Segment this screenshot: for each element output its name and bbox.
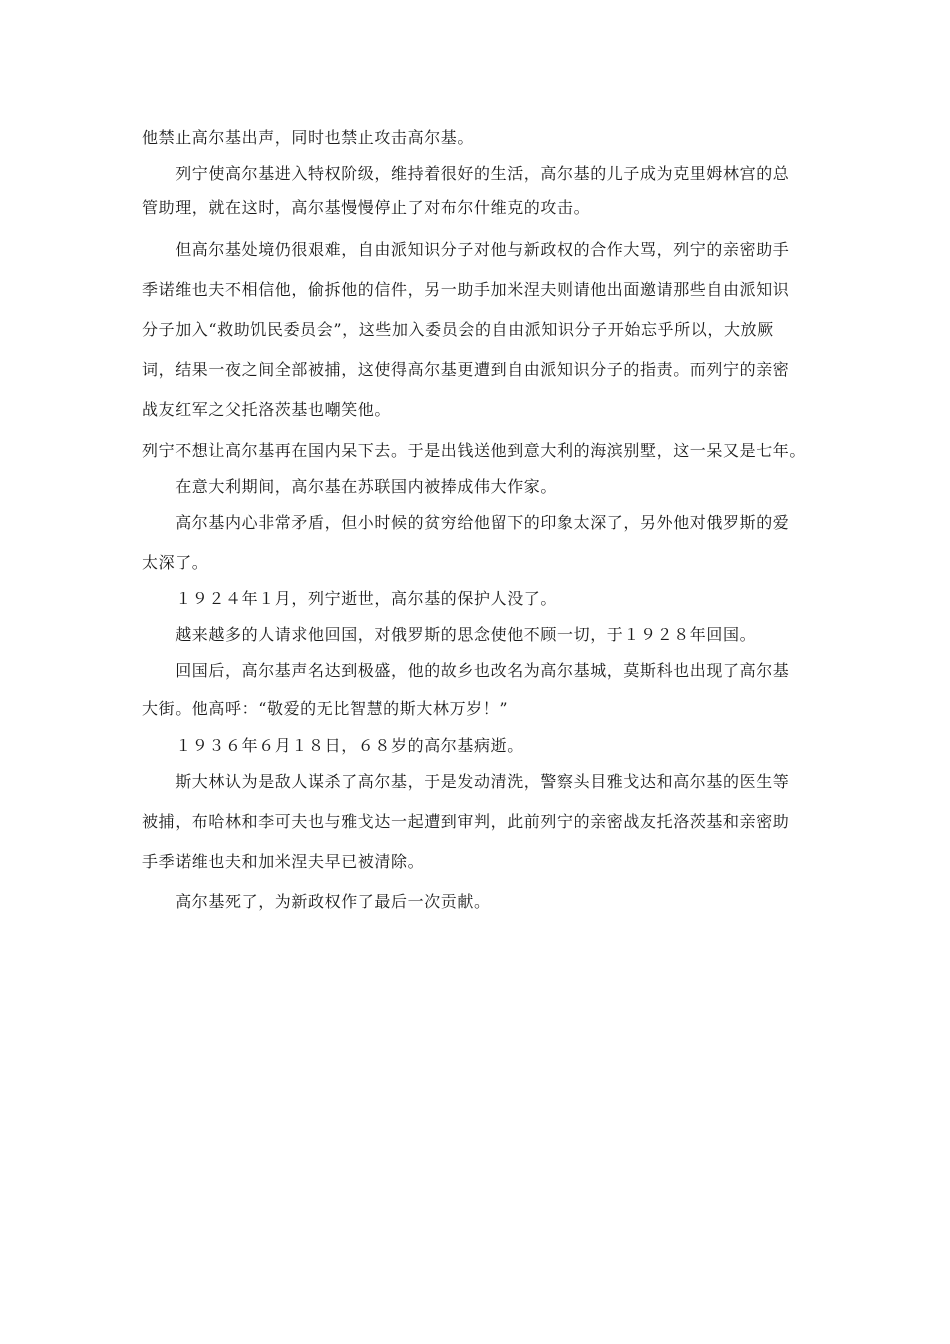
text-line: 回国后，高尔基声名达到极盛，他的故乡也改名为高尔基城，莫斯科也出现了高尔基 <box>142 661 790 680</box>
text-line: 太深了。 <box>142 553 209 572</box>
paragraph-5 <box>142 470 810 504</box>
text-line: 高尔基内心非常矛盾，但小时候的贫穷给他留下的印象太深了，另外他对俄罗斯的爱 <box>142 513 790 532</box>
paragraph-4 <box>142 434 810 468</box>
paragraph-3 <box>142 233 810 427</box>
text-line: 列宁不想让高尔基再在国内呆下去。于是出钱送他到意大利的海滨别墅，这一呆又是七年。 <box>142 441 807 460</box>
text-line: 他禁止高尔基出声，同时也禁止攻击高尔基。 <box>142 128 475 147</box>
text-line: 斯大林认为是敌人谋杀了高尔基，于是发动清洗，警察头目雅戈达和高尔基的医生等 <box>142 772 790 791</box>
text-line: 被捕，布哈林和李可夫也与雅戈达一起遭到审判，此前列宁的亲密战友托洛茨基和亲密助 <box>142 812 790 831</box>
text-line: 手季诺维也夫和加米涅夫早已被清除。 <box>142 852 425 871</box>
text-line: 管助理，就在这时，高尔基慢慢停止了对布尔什维克的攻击。 <box>142 198 591 217</box>
text-line: 分子加入“救助饥民委员会”，这些加入委员会的自由派知识分子开始忘乎所以，大放厥 <box>142 320 774 339</box>
paragraph-12 <box>142 885 810 919</box>
paragraph-8 <box>142 618 810 652</box>
paragraph-11 <box>142 765 810 879</box>
paragraph-10 <box>142 729 810 763</box>
text-line: 越来越多的人请求他回国，对俄罗斯的思念使他不顾一切，于１９２８年回国。 <box>142 625 757 644</box>
text-line: 列宁使高尔基进入特权阶级，维持着很好的生活，高尔基的儿子成为克里姆林宫的总 <box>142 164 790 183</box>
paragraph-9 <box>142 654 810 726</box>
paragraph-7 <box>142 582 810 616</box>
text-line: １９２４年１月，列宁逝世，高尔基的保护人没了。 <box>142 589 558 608</box>
text-line: １９３６年６月１８日，６８岁的高尔基病逝。 <box>142 736 524 755</box>
paragraph-2 <box>142 157 810 225</box>
text-line: 词，结果一夜之间全部被捕，这使得高尔基更遭到自由派知识分子的指责。而列宁的亲密 <box>142 360 790 379</box>
text-line: 战友红军之父托洛茨基也嘲笑他。 <box>142 400 392 419</box>
paragraph-6 <box>142 506 810 580</box>
text-line: 在意大利期间，高尔基在苏联国内被捧成伟大作家。 <box>142 477 558 496</box>
text-line: 高尔基死了，为新政权作了最后一次贡献。 <box>142 892 491 911</box>
text-line: 大街。他高呼：“敬爱的无比智慧的斯大林万岁！” <box>142 699 509 718</box>
paragraph-1 <box>142 121 810 155</box>
text-line: 但高尔基处境仍很艰难，自由派知识分子对他与新政权的合作大骂，列宁的亲密助手 <box>142 240 790 259</box>
text-line: 季诺维也夫不相信他，偷拆他的信件，另一助手加米涅夫则请他出面邀请那些自由派知识 <box>142 280 790 299</box>
